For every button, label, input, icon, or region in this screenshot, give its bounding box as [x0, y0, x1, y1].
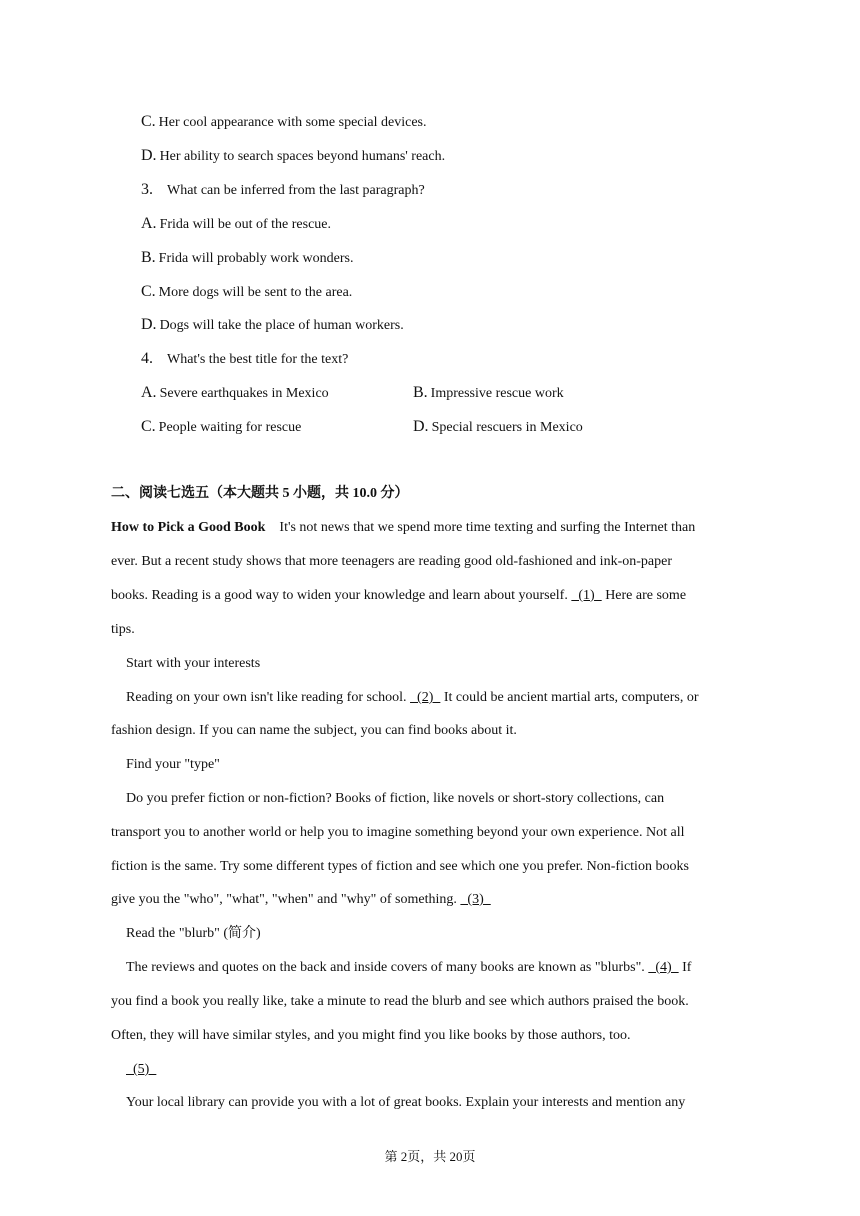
question-text: What can be inferred from the last paragraph?: [167, 183, 425, 198]
q4-option-a: [141, 384, 329, 403]
para1-line3: [111, 587, 686, 605]
option-letter: D.: [413, 418, 429, 435]
para4-line2: you find a book you really like, take a minute to read the blurb and see which authors praised the book.: [111, 994, 689, 1009]
subheading-type: Find your "type": [126, 757, 220, 772]
para4-line3: Often, they will have similar styles, and you might find you like books by those authors, too.: [111, 1028, 631, 1043]
text-segment: Here are some: [605, 588, 687, 603]
para3-line2: transport you to another world or help you to imagine something beyond your own experience. Not all: [111, 825, 685, 840]
option-text: More dogs will be sent to the area.: [158, 285, 353, 300]
option-letter: D.: [141, 316, 157, 333]
text-segment: The reviews and quotes on the back and inside covers of many books are known as "blurbs".: [126, 960, 645, 975]
option-text: Her ability to search spaces beyond humans' reach.: [159, 149, 446, 164]
blank-5-heading: [126, 1061, 156, 1079]
question-number: 3.: [141, 181, 153, 198]
q4-stem: [141, 350, 348, 369]
section-title: 二、阅读七选五（本大题共 5 小题，共 10.0 分）: [111, 486, 409, 501]
q3-option-d: [141, 316, 404, 335]
blank-3: (3): [460, 892, 491, 907]
blank-2: (2): [410, 690, 441, 705]
text-segment: If: [682, 960, 692, 975]
option-letter: B.: [141, 249, 156, 266]
option-text: Severe earthquakes in Mexico: [159, 386, 329, 401]
text-segment: It's not news that we spend more time texting and surfing the Internet than: [279, 520, 696, 535]
option-letter: C.: [141, 113, 156, 130]
text-segment: Reading on your own isn't like reading for school.: [126, 690, 407, 705]
blank-5: (5): [126, 1062, 157, 1077]
q3-option-b: [141, 249, 353, 268]
option-letter: C.: [141, 418, 156, 435]
option-text: Impressive rescue work: [430, 386, 564, 401]
page-footer: 第 2页，共 20页: [384, 1149, 476, 1164]
option-text: Frida will probably work wonders.: [158, 251, 354, 266]
text-segment: books. Reading is a good way to widen your knowledge and learn about yourself.: [111, 588, 568, 603]
para1-line2: ever. But a recent study shows that more teenagers are reading good old-fashioned and ink-on-paper: [111, 554, 672, 569]
para1-line1: [111, 519, 695, 537]
para3-line4: [111, 891, 491, 909]
option-letter: A.: [141, 215, 157, 232]
text-segment: give you the "who", "what", "when" and "why" of something.: [111, 892, 457, 907]
option-letter: D.: [141, 147, 157, 164]
q4-option-d: [413, 418, 583, 437]
para3-line1: Do you prefer fiction or non-fiction? Books of fiction, like novels or short-story collections, can: [126, 791, 665, 806]
para4-line1: [126, 959, 691, 977]
para3-line3: fiction is the same. Try some different types of fiction and see which one you prefer. Non-fiction books: [111, 859, 689, 874]
option-letter: B.: [413, 384, 428, 401]
option-letter: A.: [141, 384, 157, 401]
q2-option-c: [141, 113, 427, 132]
q3-stem: [141, 181, 425, 200]
para2-line1: [126, 689, 699, 707]
subheading-blurb: Read the "blurb" (简介): [126, 926, 261, 941]
para5-line1: Your local library can provide you with a lot of great books. Explain your interests and mention any: [126, 1095, 686, 1110]
article-title: How to Pick a Good Book: [111, 520, 266, 535]
blank-1: (1): [571, 588, 602, 603]
q2-option-d: [141, 147, 445, 166]
q4-option-c: [141, 418, 301, 437]
subheading-interests: Start with your interests: [126, 656, 261, 671]
option-text: Special rescuers in Mexico: [431, 420, 583, 435]
text-segment: It could be ancient martial arts, computers, or: [443, 690, 699, 705]
option-text: Frida will be out of the rescue.: [159, 217, 332, 232]
q3-option-c: [141, 283, 352, 302]
option-text: Her cool appearance with some special devices.: [158, 115, 427, 130]
q3-option-a: [141, 215, 331, 234]
question-text: What's the best title for the text?: [167, 352, 349, 367]
blank-4: (4): [648, 960, 679, 975]
option-text: People waiting for rescue: [158, 420, 302, 435]
q4-option-b: [413, 384, 564, 403]
para2-line2: fashion design. If you can name the subject, you can find books about it.: [111, 723, 517, 738]
question-number: 4.: [141, 350, 153, 367]
para1-line4: tips.: [111, 622, 135, 637]
option-text: Dogs will take the place of human workers.: [159, 318, 404, 333]
option-letter: C.: [141, 283, 156, 300]
